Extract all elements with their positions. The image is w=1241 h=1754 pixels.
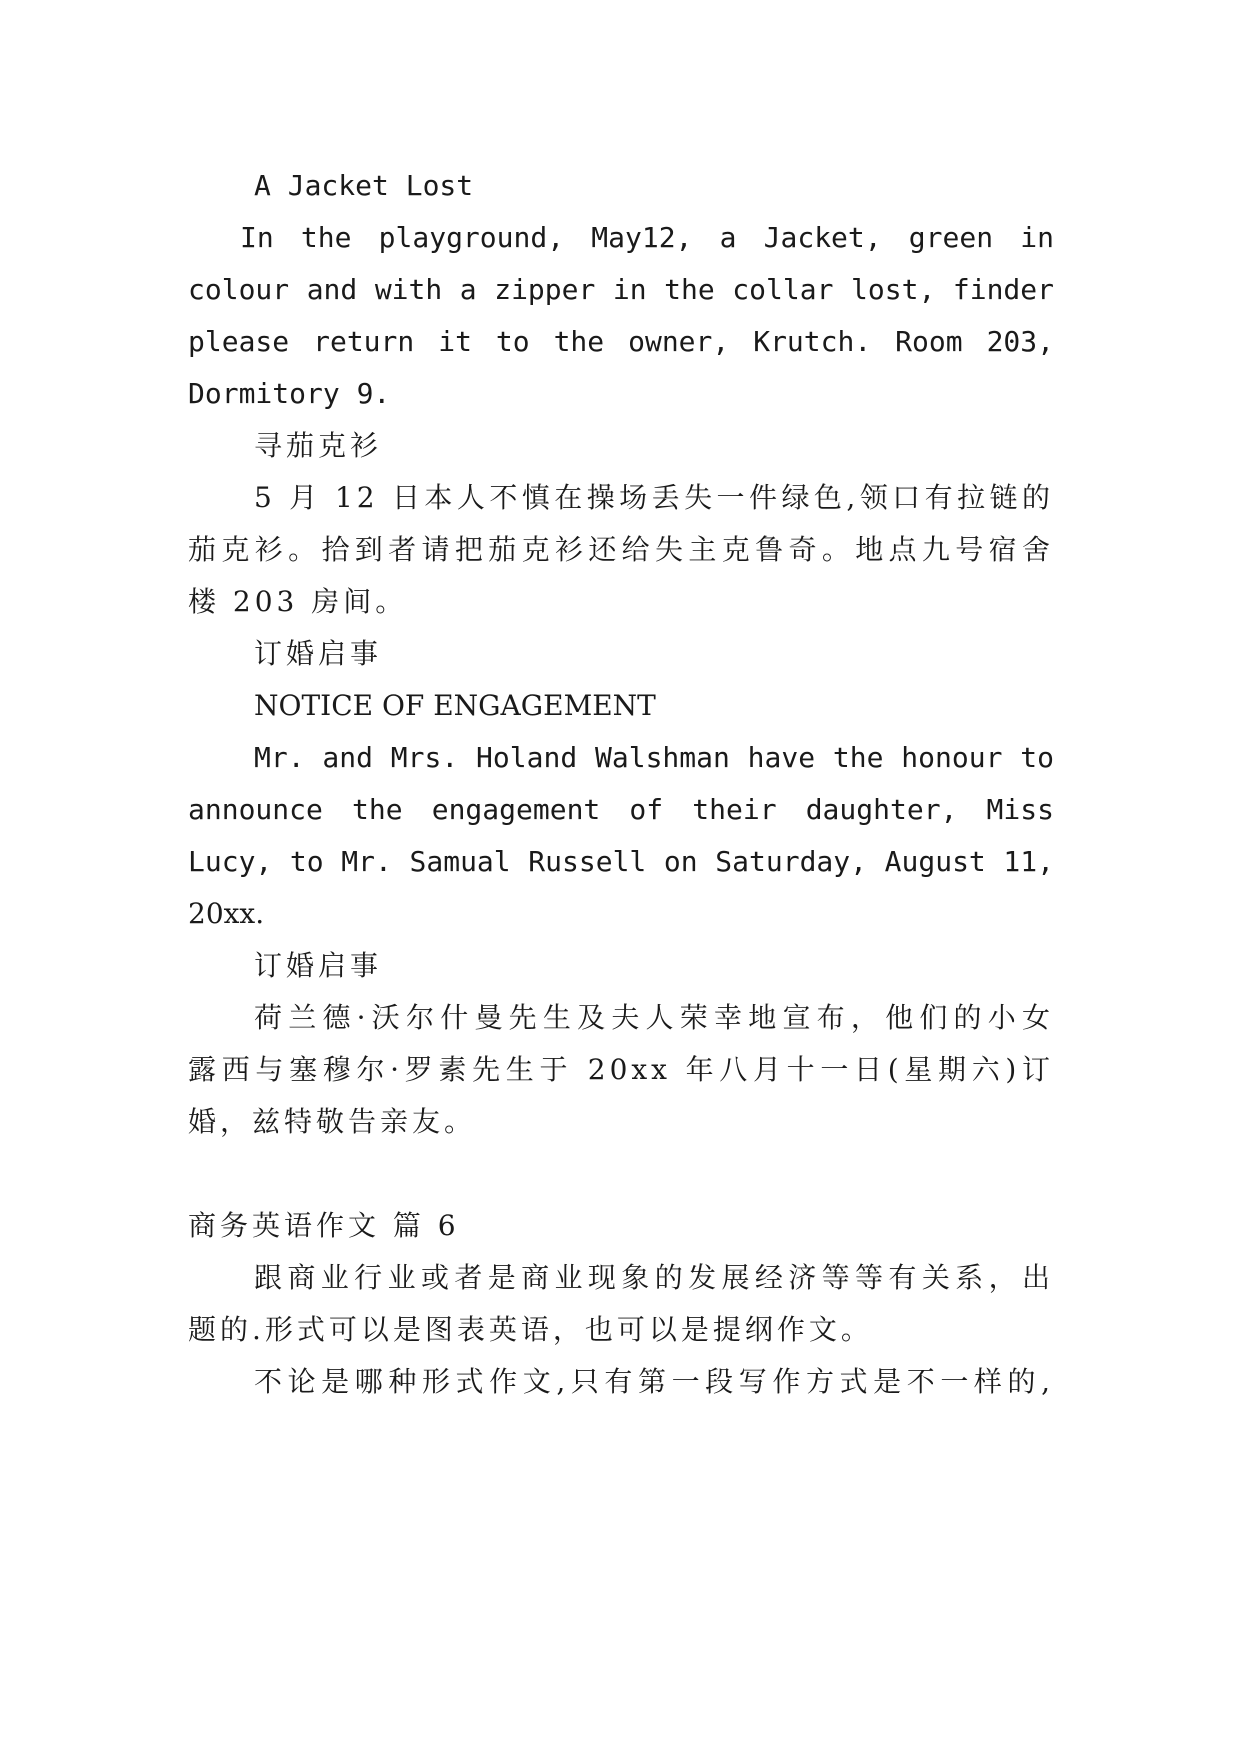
engagement-cn-title: 订婚启事 <box>254 949 383 982</box>
jacket-cn-line-2: 茄克衫。拾到者请把茄克衫还给失主克鲁奇。地点九号宿舍 <box>188 533 1054 566</box>
jacket-lost-line-2: colour and with a zipper in the collar lost, finder <box>188 273 1054 306</box>
engagement-en-line-2: announce the engagement of their daughter, Miss <box>188 793 1054 826</box>
engagement-cn-line-1: 荷兰德·沃尔什曼先生及夫人荣幸地宣布，他们的小女 <box>254 1001 1054 1034</box>
jacket-cn-title: 寻茄克衫 <box>254 429 383 462</box>
jacket-cn-line-3: 楼 203 房间。 <box>188 585 408 618</box>
engagement-cn-line-2: 露西与塞穆尔·罗素先生于 20xx 年八月十一日(星期六)订 <box>188 1053 1054 1086</box>
jacket-lost-line-3: please return it to the owner, Krutch. Room 203, <box>188 325 1054 358</box>
engagement-en-line-1: Mr. and Mrs. Holand Walshman have the honour to <box>254 741 1054 774</box>
section-para1-line-1: 跟商业行业或者是商业现象的发展经济等等有关系，出 <box>254 1261 1054 1294</box>
jacket-lost-line-1: In the playground, May12, a Jacket, green in <box>240 221 1054 254</box>
engagement-en-title: NOTICE OF ENGAGEMENT <box>254 689 656 722</box>
section-heading: 商务英语作文 篇 6 <box>188 1209 460 1242</box>
jacket-cn-line-1: 5 月 12 日本人不慎在操场丢失一件绿色,领口有拉链的 <box>254 481 1054 514</box>
jacket-lost-title: A Jacket Lost <box>254 169 474 202</box>
engagement-cn-heading: 订婚启事 <box>254 637 383 670</box>
engagement-en-line-4: 20xx. <box>188 897 265 930</box>
jacket-lost-line-4: Dormitory 9. <box>188 377 391 410</box>
engagement-cn-line-3: 婚，兹特敬告亲友。 <box>188 1105 477 1138</box>
section-para1-line-2: 题的.形式可以是图表英语，也可以是提纲作文。 <box>188 1313 873 1346</box>
engagement-en-line-3: Lucy, to Mr. Samual Russell on Saturday, August 11, <box>188 845 1054 878</box>
section-para2-line-1: 不论是哪种形式作文,只有第一段写作方式是不一样的, <box>254 1365 1054 1398</box>
